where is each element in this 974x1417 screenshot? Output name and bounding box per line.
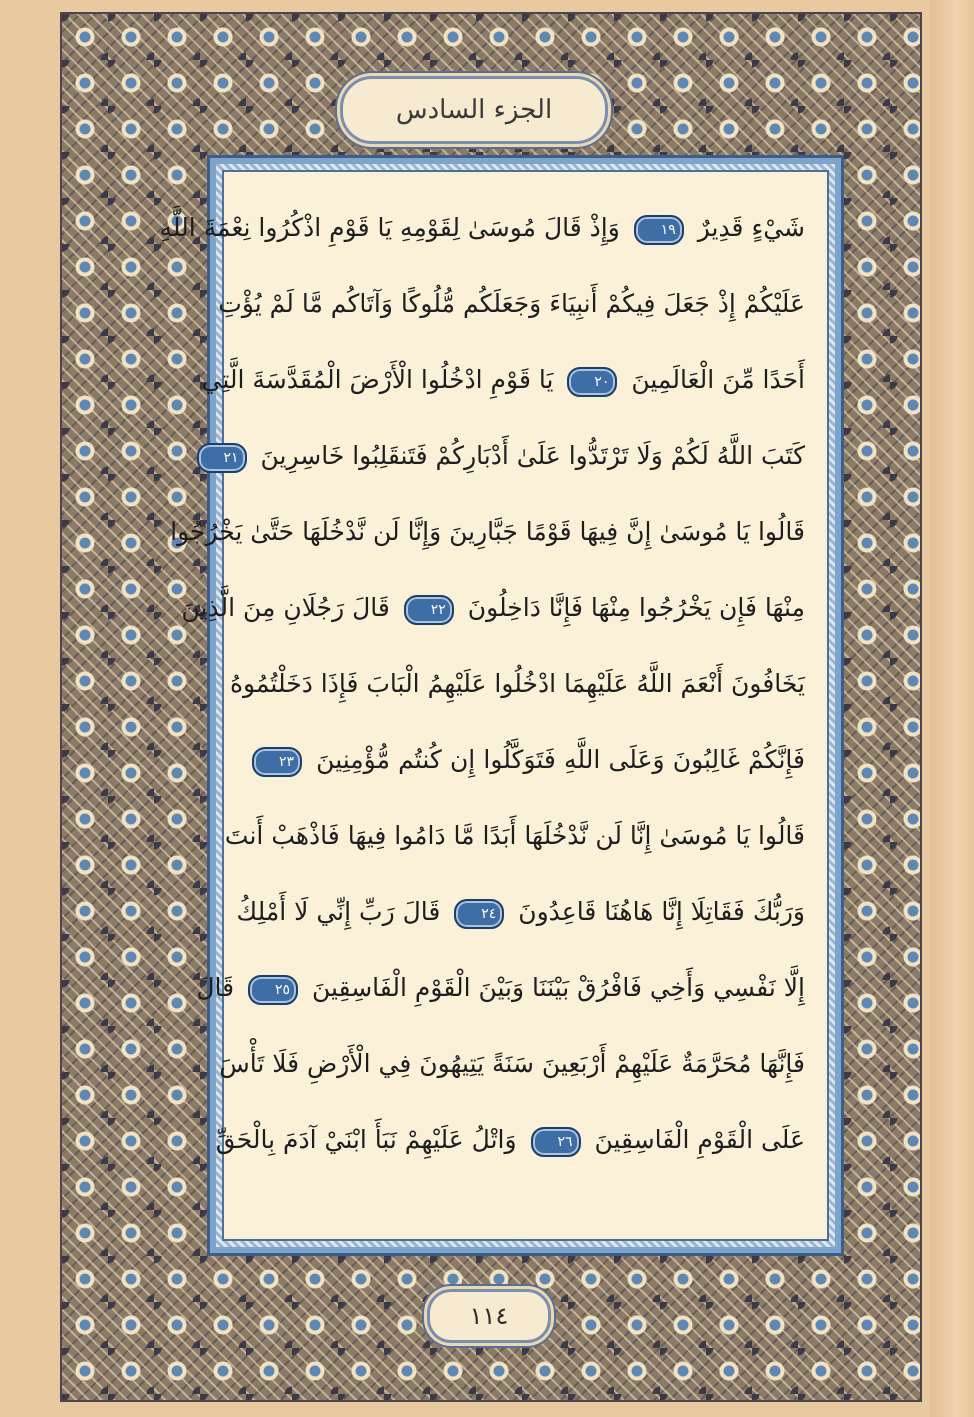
verse-text: شَيْءٍ قَدِيرٌ bbox=[697, 213, 805, 242]
ayah-number-marker: ٢٤ bbox=[454, 899, 504, 929]
verse-text: كَتَبَ اللَّهُ لَكُمْ وَلَا تَرْتَدُّوا عَلَىٰ أَدْبَارِكُمْ فَتَنقَلِبُوا خَاسِرِينَ bbox=[260, 441, 805, 470]
verse-line bbox=[229, 646, 805, 722]
verse-text: قَالُوا يَا مُوسَىٰ إِنَّ فِيهَا قَوْمًا جَبَّارِينَ وَإِنَّا لَن نَّدْخُلَهَا حَتَّىٰ يَخْرُجُوا bbox=[170, 517, 805, 546]
verse-line bbox=[181, 570, 805, 646]
page-edge-shadow bbox=[930, 0, 974, 1417]
ayah-number-marker: ٢٣ bbox=[252, 747, 302, 777]
juz-title: الجزء السادس bbox=[395, 95, 553, 125]
page-number-cartouche bbox=[427, 1289, 551, 1343]
quran-text-panel bbox=[159, 170, 829, 1241]
verse-line bbox=[219, 1026, 805, 1102]
ayah-number-marker: ٢١ bbox=[197, 443, 247, 473]
verse-text: عَلَى الْقَوْمِ الْفَاسِقِينَ bbox=[594, 1125, 805, 1154]
ayah-number-marker: ٢٢ bbox=[404, 595, 454, 625]
verse-text: يَا قَوْمِ ادْخُلُوا الْأَرْضَ الْمُقَدَّسَةَ الَّتِي bbox=[201, 365, 554, 394]
verse-line bbox=[246, 722, 805, 798]
ayah-number-marker: ٢٠ bbox=[567, 367, 617, 397]
ayah-number-marker: ١٩ bbox=[634, 215, 684, 245]
verse-text: عَلَيْكُمْ إِذْ جَعَلَ فِيكُمْ أَنبِيَاءَ وَجَعَلَكُم مُّلُوكًا وَآتَاكُم مَّا لَمْ يُؤْتِ bbox=[218, 289, 805, 318]
page-number: ١١٤ bbox=[469, 1302, 509, 1330]
verse-line bbox=[224, 798, 805, 874]
juz-title-cartouche bbox=[340, 76, 608, 144]
verse-line bbox=[236, 874, 805, 950]
verse-line bbox=[218, 266, 805, 342]
ayah-number-marker: ٢٦ bbox=[531, 1127, 581, 1157]
ayah-number-marker: ٢٥ bbox=[248, 975, 298, 1005]
verse-text: إِلَّا نَفْسِي وَأَخِي فَافْرُقْ بَيْنَنَا وَبَيْنَ الْقَوْمِ الْفَاسِقِينَ bbox=[311, 973, 805, 1002]
verse-text: أَحَدًا مِّنَ الْعَالَمِينَ bbox=[631, 365, 805, 394]
verse-text: فَإِنَّكُمْ غَالِبُونَ وَعَلَى اللَّهِ فَتَوَكَّلُوا إِن كُنتُم مُّؤْمِنِينَ bbox=[316, 745, 805, 774]
verse-text: قَالُوا يَا مُوسَىٰ إِنَّا لَن نَّدْخُلَهَا أَبَدًا مَّا دَامُوا فِيهَا فَاذْهَبْ أَنتَ bbox=[224, 821, 805, 850]
verse-line bbox=[170, 494, 805, 570]
text-frame-band bbox=[159, 164, 835, 1247]
verse-line bbox=[215, 1102, 805, 1178]
verse-line bbox=[196, 950, 805, 1026]
verse-text: وَاتْلُ عَلَيْهِمْ نَبَأَ ابْنَيْ آدَمَ بِالْحَقِّ bbox=[215, 1125, 517, 1154]
verse-text: قَالَ رَبِّ إِنِّي لَا أَمْلِكُ bbox=[236, 897, 441, 926]
verse-text: قَالَ رَجُلَانِ مِنَ الَّذِينَ bbox=[181, 593, 390, 622]
verse-text: مِنْهَا فَإِن يَخْرُجُوا مِنْهَا فَإِنَّا دَاخِلُونَ bbox=[467, 593, 805, 622]
verse-text: وَإِذْ قَالَ مُوسَىٰ لِقَوْمِهِ يَا قَوْمِ اذْكُرُوا نِعْمَةَ اللَّهِ bbox=[159, 213, 620, 242]
text-frame bbox=[159, 155, 844, 1256]
verse-line bbox=[201, 342, 805, 418]
verse-text: فَإِنَّهَا مُحَرَّمَةٌ عَلَيْهِمْ أَرْبَعِينَ سَنَةً يَتِيهُونَ فِي الْأَرْضِ فَلَا تَأْسَ bbox=[219, 1049, 805, 1078]
verse-line bbox=[159, 190, 805, 266]
verse-text: وَرَبُّكَ فَقَاتِلَا إِنَّا هَاهُنَا قَاعِدُونَ bbox=[518, 897, 805, 926]
verse-text: قَالَ bbox=[196, 973, 235, 1002]
verse-line bbox=[223, 418, 805, 494]
verse-text: يَخَافُونَ أَنْعَمَ اللَّهُ عَلَيْهِمَا ادْخُلُوا عَلَيْهِمُ الْبَابَ فَإِذَا دَخَلْتُمُوهُ bbox=[229, 669, 805, 698]
